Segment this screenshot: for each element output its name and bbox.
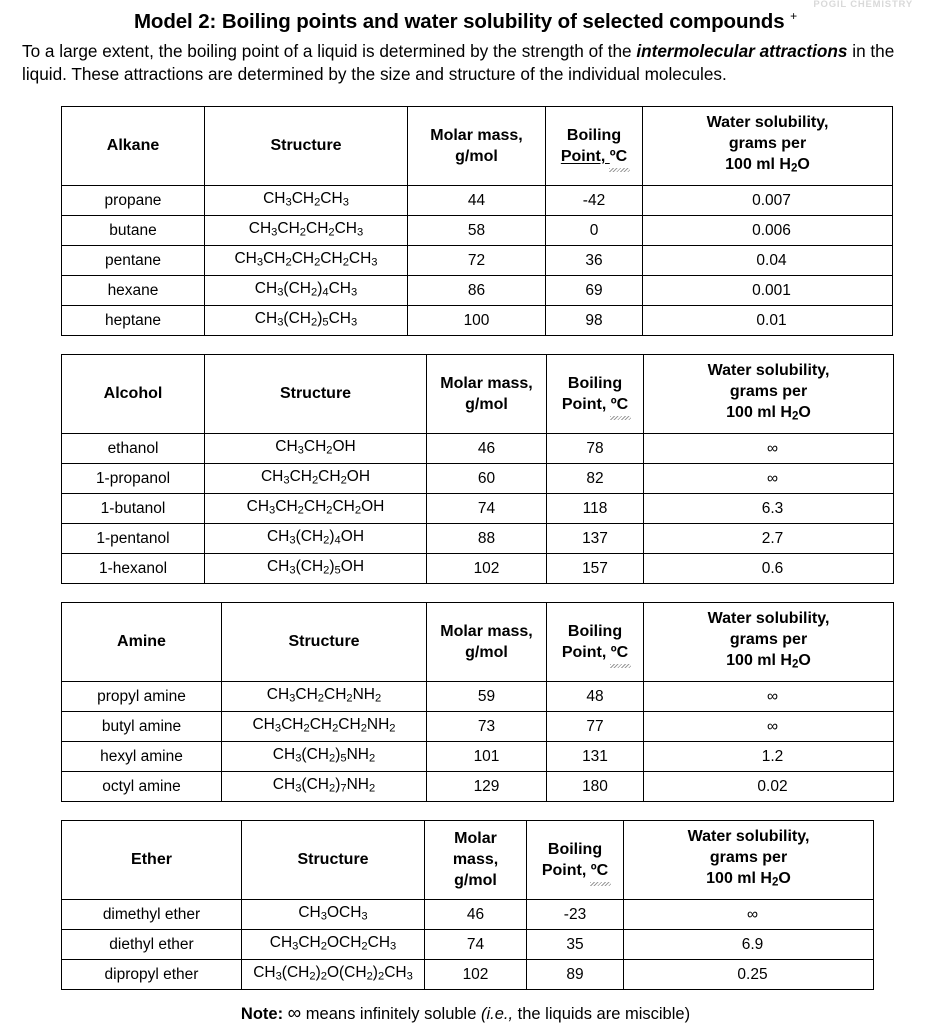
cell-molar-mass: 73 <box>427 711 547 741</box>
cell-structure: $CH_3(CH_2)_4OH$ <box>205 523 427 553</box>
degree-celsius: ºC <box>610 643 629 661</box>
header-water-solubility <box>643 106 893 185</box>
solubility-line1: Water solubility, <box>707 362 830 380</box>
cell-water-solubility: 6.9 <box>624 929 874 959</box>
page-title <box>20 0 911 34</box>
cell-molar-mass: 101 <box>427 741 547 771</box>
title-superscript: + <box>790 9 798 23</box>
cell-compound-name: dipropyl ether <box>62 959 242 989</box>
molar-line2: g/mol <box>455 147 498 165</box>
degree-celsius: ºC <box>610 395 629 413</box>
cell-boiling-point: 48 <box>547 681 644 711</box>
cell-boiling-point: 69 <box>546 275 643 305</box>
header-compound-class: Amine <box>62 602 222 681</box>
boiling-line1: Boiling <box>566 126 622 144</box>
header-boiling-point <box>547 354 644 433</box>
table-row <box>62 463 894 493</box>
cell-boiling-point: 98 <box>546 305 643 335</box>
table-header-row <box>62 820 874 899</box>
cell-compound-name: propane <box>62 185 205 215</box>
alcohol-table <box>61 354 894 584</box>
cell-boiling-point: 118 <box>547 493 644 523</box>
header-boiling-point <box>547 602 644 681</box>
cell-water-solubility: ∞ <box>644 681 894 711</box>
intro-emphasis: intermolecular attractions <box>636 40 848 61</box>
cell-structure: $CH_3CH_2OCH_2CH_3$ <box>242 929 425 959</box>
solubility-line1: Water solubility, <box>706 114 829 132</box>
molar-line1: Molar mass, <box>430 126 523 144</box>
cell-water-solubility: ∞ <box>644 463 894 493</box>
page-title-text: Model 2: Boiling points and water solubility of selected compounds <box>133 9 785 33</box>
cell-structure: $CH_3(CH_2)_2O(CH_2)_2CH_3$ <box>242 959 425 989</box>
cell-water-solubility: 0.006 <box>643 215 893 245</box>
intro-part1: To a large extent, the boiling point of a liquid is determined by the strength of the <box>22 40 637 61</box>
cell-structure: $CH_3CH_2CH_2CH_3$ <box>205 215 408 245</box>
table-row <box>62 215 893 245</box>
header-structure: Structure <box>205 354 427 433</box>
header-structure: Structure <box>222 602 427 681</box>
cell-boiling-point: 82 <box>547 463 644 493</box>
cell-compound-name: 1-pentanol <box>62 523 205 553</box>
table-spacer <box>20 90 911 106</box>
cell-molar-mass: 46 <box>427 433 547 463</box>
cell-boiling-point: 137 <box>547 523 644 553</box>
cell-compound-name: diethyl ether <box>62 929 242 959</box>
table-spacer <box>20 802 911 820</box>
cell-structure: $CH_3(CH_2)_7NH_2$ <box>222 771 427 801</box>
header-molar-mass <box>427 602 547 681</box>
solubility-line2: grams per <box>728 135 807 153</box>
cell-molar-mass: 129 <box>427 771 547 801</box>
table-row <box>62 899 874 929</box>
cell-molar-mass: 88 <box>427 523 547 553</box>
cell-molar-mass: 72 <box>408 245 546 275</box>
table-row <box>62 929 874 959</box>
cell-structure: $CH_3OCH_3$ <box>242 899 425 929</box>
degree-celsius: ºC <box>590 861 609 879</box>
cell-water-solubility: 0.01 <box>643 305 893 335</box>
header-structure: Structure <box>205 106 408 185</box>
table-row <box>62 741 894 771</box>
solubility-line3: 100 ml $H_2O$ <box>726 652 811 671</box>
cell-compound-name: hexane <box>62 275 205 305</box>
boiling-line1: Boiling <box>567 374 623 392</box>
cell-molar-mass: 102 <box>425 959 527 989</box>
table-row <box>62 523 894 553</box>
header-compound-class: Ether <box>62 820 242 899</box>
cell-structure: $CH_3CH_2CH_3$ <box>205 185 408 215</box>
header-water-solubility <box>644 354 894 433</box>
header-boiling-point <box>546 106 643 185</box>
table-row <box>62 553 894 583</box>
cell-structure: $CH_3CH_2CH_2CH_2OH$ <box>205 493 427 523</box>
cell-boiling-point: 157 <box>547 553 644 583</box>
cell-boiling-point: 0 <box>546 215 643 245</box>
cell-compound-name: 1-hexanol <box>62 553 205 583</box>
cell-boiling-point: -42 <box>546 185 643 215</box>
cell-molar-mass: 102 <box>427 553 547 583</box>
cell-compound-name: propyl amine <box>62 681 222 711</box>
cell-boiling-point: 36 <box>546 245 643 275</box>
table-header-row <box>62 354 894 433</box>
cell-water-solubility: 6.3 <box>644 493 894 523</box>
table-row <box>62 433 894 463</box>
table-row <box>62 959 874 989</box>
header-compound-class: Alcohol <box>62 354 205 433</box>
cell-compound-name: octyl amine <box>62 771 222 801</box>
cell-boiling-point: 89 <box>527 959 624 989</box>
cell-structure: $CH_3CH_2CH_2NH_2$ <box>222 681 427 711</box>
molar-line2: mass, <box>452 851 499 869</box>
cell-molar-mass: 44 <box>408 185 546 215</box>
table-header-row <box>62 106 893 185</box>
cell-water-solubility: 0.02 <box>644 771 894 801</box>
boiling-line2: Point, ºC <box>561 643 629 661</box>
intro-paragraph <box>20 40 911 86</box>
cell-molar-mass: 60 <box>427 463 547 493</box>
cell-structure: $CH_3(CH_2)_4CH_3$ <box>205 275 408 305</box>
cell-compound-name: hexyl amine <box>62 741 222 771</box>
molar-line2: g/mol <box>465 395 508 413</box>
cell-compound-name: butane <box>62 215 205 245</box>
table-row <box>62 185 893 215</box>
cell-boiling-point: 77 <box>547 711 644 741</box>
header-compound-class: Alkane <box>62 106 205 185</box>
cell-water-solubility: 0.6 <box>644 553 894 583</box>
tables-container <box>20 90 911 990</box>
cell-compound-name: dimethyl ether <box>62 899 242 929</box>
cell-molar-mass: 58 <box>408 215 546 245</box>
boiling-line2: Point, ºC <box>561 395 629 413</box>
cell-water-solubility: ∞ <box>644 433 894 463</box>
cell-structure: $CH_3(CH_2)_5CH_3$ <box>205 305 408 335</box>
boiling-line1: Boiling <box>567 622 623 640</box>
table-row <box>62 305 893 335</box>
table-row <box>62 493 894 523</box>
cell-molar-mass: 100 <box>408 305 546 335</box>
cell-structure: $CH_3CH_2OH$ <box>205 433 427 463</box>
cell-molar-mass: 59 <box>427 681 547 711</box>
cell-boiling-point: 78 <box>547 433 644 463</box>
molar-line2: g/mol <box>465 643 508 661</box>
cell-compound-name: 1-propanol <box>62 463 205 493</box>
table-row <box>62 681 894 711</box>
header-molar-mass <box>427 354 547 433</box>
note-text2: the liquids are miscible) <box>513 1004 691 1023</box>
solubility-line2: grams per <box>729 383 808 401</box>
boiling-line2: Point, ºC <box>560 147 628 165</box>
intro-part2: in the liquid. These attractions are determined by the size and structure of the individual molecules. <box>22 40 895 84</box>
cell-structure: $CH_3CH_2CH_2CH_2NH_2$ <box>222 711 427 741</box>
note-label: Note: <box>240 1004 284 1023</box>
cell-water-solubility: 0.04 <box>643 245 893 275</box>
cell-boiling-point: -23 <box>527 899 624 929</box>
note-italic: (i.e., <box>480 1004 514 1023</box>
header-molar-mass <box>408 106 546 185</box>
molar-line1: Molar mass, <box>440 374 533 392</box>
solubility-line1: Water solubility, <box>707 610 830 628</box>
cell-boiling-point: 35 <box>527 929 624 959</box>
solubility-line3: 100 ml $H_2O$ <box>706 870 791 889</box>
footer-note <box>20 1004 911 1024</box>
cell-water-solubility: 1.2 <box>644 741 894 771</box>
cell-boiling-point: 180 <box>547 771 644 801</box>
cell-water-solubility: 2.7 <box>644 523 894 553</box>
solubility-line1: Water solubility, <box>687 828 810 846</box>
cell-compound-name: heptane <box>62 305 205 335</box>
watermark-text: POGIL CHEMISTRY <box>813 0 913 8</box>
cell-compound-name: pentane <box>62 245 205 275</box>
cell-molar-mass: 46 <box>425 899 527 929</box>
molar-line1: Molar <box>454 830 497 848</box>
table-spacer <box>20 584 911 602</box>
cell-water-solubility: 0.001 <box>643 275 893 305</box>
molar-line3: g/mol <box>454 872 497 890</box>
cell-water-solubility: ∞ <box>644 711 894 741</box>
cell-molar-mass: 74 <box>427 493 547 523</box>
header-boiling-point <box>527 820 624 899</box>
table-row <box>62 275 893 305</box>
table-row <box>62 711 894 741</box>
ether-table <box>61 820 874 990</box>
degree-celsius: ºC <box>609 147 628 165</box>
molar-line1: Molar mass, <box>440 622 533 640</box>
cell-compound-name: butyl amine <box>62 711 222 741</box>
solubility-line2: grams per <box>709 849 788 867</box>
cell-structure: $CH_3CH_2CH_2CH_2CH_3$ <box>205 245 408 275</box>
cell-structure: $CH_3(CH_2)_5OH$ <box>205 553 427 583</box>
table-row <box>62 771 894 801</box>
table-spacer <box>20 336 911 354</box>
table-row <box>62 245 893 275</box>
cell-structure: $CH_3(CH_2)_5NH_2$ <box>222 741 427 771</box>
header-molar-mass <box>425 820 527 899</box>
note-text1: means infinitely soluble <box>301 1004 481 1023</box>
cell-water-solubility: 0.25 <box>624 959 874 989</box>
cell-molar-mass: 74 <box>425 929 527 959</box>
solubility-line3: 100 ml $H_2O$ <box>725 156 810 175</box>
amine-table <box>61 602 894 802</box>
boiling-line1: Boiling <box>547 840 603 858</box>
table-header-row <box>62 602 894 681</box>
infinity-symbol: ∞ <box>287 1002 302 1024</box>
solubility-line2: grams per <box>729 631 808 649</box>
alkane-table <box>61 106 893 336</box>
header-water-solubility <box>644 602 894 681</box>
header-structure: Structure <box>242 820 425 899</box>
cell-compound-name: 1-butanol <box>62 493 205 523</box>
cell-molar-mass: 86 <box>408 275 546 305</box>
cell-boiling-point: 131 <box>547 741 644 771</box>
header-water-solubility <box>624 820 874 899</box>
cell-water-solubility: 0.007 <box>643 185 893 215</box>
cell-water-solubility: ∞ <box>624 899 874 929</box>
boiling-line2: Point, ºC <box>541 861 609 879</box>
cell-structure: $CH_3CH_2CH_2OH$ <box>205 463 427 493</box>
solubility-line3: 100 ml $H_2O$ <box>726 404 811 423</box>
cell-compound-name: ethanol <box>62 433 205 463</box>
